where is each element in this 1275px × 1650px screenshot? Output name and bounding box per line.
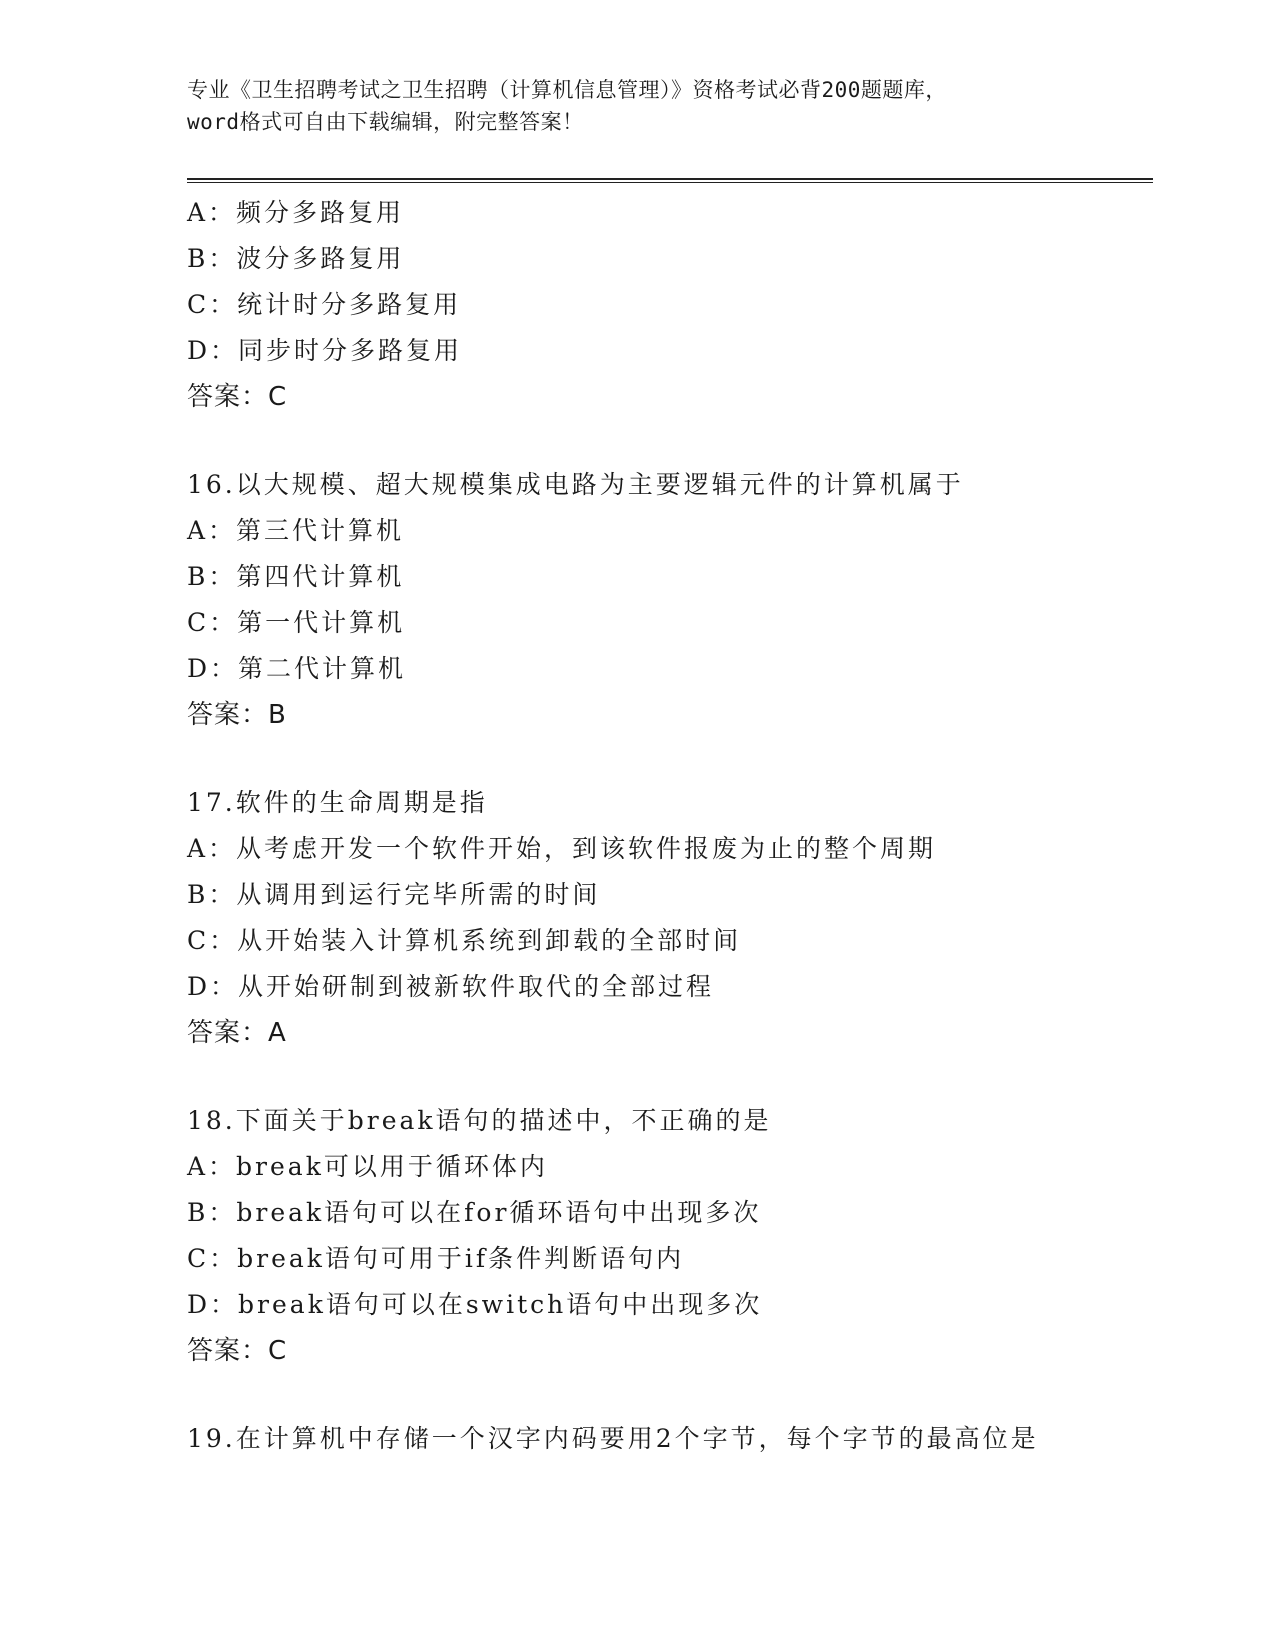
question-block-18 <box>187 1098 1147 1374</box>
option-b: B：第四代计算机 <box>187 562 405 591</box>
question-text: 17.软件的生命周期是指 <box>187 788 488 817</box>
question-text: 16.以大规模、超大规模集成电路为主要逻辑元件的计算机属于 <box>187 470 964 499</box>
question-text: 19.在计算机中存储一个汉字内码要用2个字节，每个字节的最高位是 <box>187 1424 1039 1453</box>
spacer <box>187 1056 1147 1098</box>
option-b: B：波分多路复用 <box>187 244 405 273</box>
question-block-15 <box>187 190 1147 420</box>
option-d: D：同步时分多路复用 <box>187 336 463 365</box>
spacer <box>187 420 1147 462</box>
spacer <box>187 1374 1147 1416</box>
option-a: A：第三代计算机 <box>187 516 405 545</box>
spacer <box>187 738 1147 780</box>
option-c: C：break语句可用于if条件判断语句内 <box>187 1244 685 1273</box>
option-d: D：从开始研制到被新软件取代的全部过程 <box>187 972 715 1001</box>
answer-line: 答案：C <box>187 382 288 412</box>
option-d: D：break语句可以在switch语句中出现多次 <box>187 1290 763 1319</box>
question-list <box>187 190 1147 1462</box>
header-divider <box>187 178 1153 183</box>
answer-line: 答案：A <box>187 1018 287 1048</box>
answer-line: 答案：C <box>187 1336 288 1366</box>
document-header <box>187 74 1087 138</box>
option-a: A：break可以用于循环体内 <box>187 1152 548 1181</box>
header-title-line-1: 专业《卫生招聘考试之卫生招聘（计算机信息管理）》资格考试必背200题题库， <box>187 78 947 102</box>
option-b: B：从调用到运行完毕所需的时间 <box>187 880 601 909</box>
option-d: D：第二代计算机 <box>187 654 407 683</box>
question-text: 18.下面关于break语句的描述中，不正确的是 <box>187 1106 772 1135</box>
question-block-16 <box>187 462 1147 738</box>
question-block-17 <box>187 780 1147 1056</box>
option-a: A：频分多路复用 <box>187 198 405 227</box>
answer-line: 答案：B <box>187 700 287 730</box>
header-title-line-2: word格式可自由下载编辑，附完整答案！ <box>187 110 584 134</box>
option-a: A：从考虑开发一个软件开始，到该软件报废为止的整个周期 <box>187 834 937 863</box>
option-c: C：从开始装入计算机系统到卸载的全部时间 <box>187 926 742 955</box>
option-b: B：break语句可以在for循环语句中出现多次 <box>187 1198 762 1227</box>
option-c: C：统计时分多路复用 <box>187 290 462 319</box>
option-c: C：第一代计算机 <box>187 608 406 637</box>
question-block-19 <box>187 1416 1147 1462</box>
